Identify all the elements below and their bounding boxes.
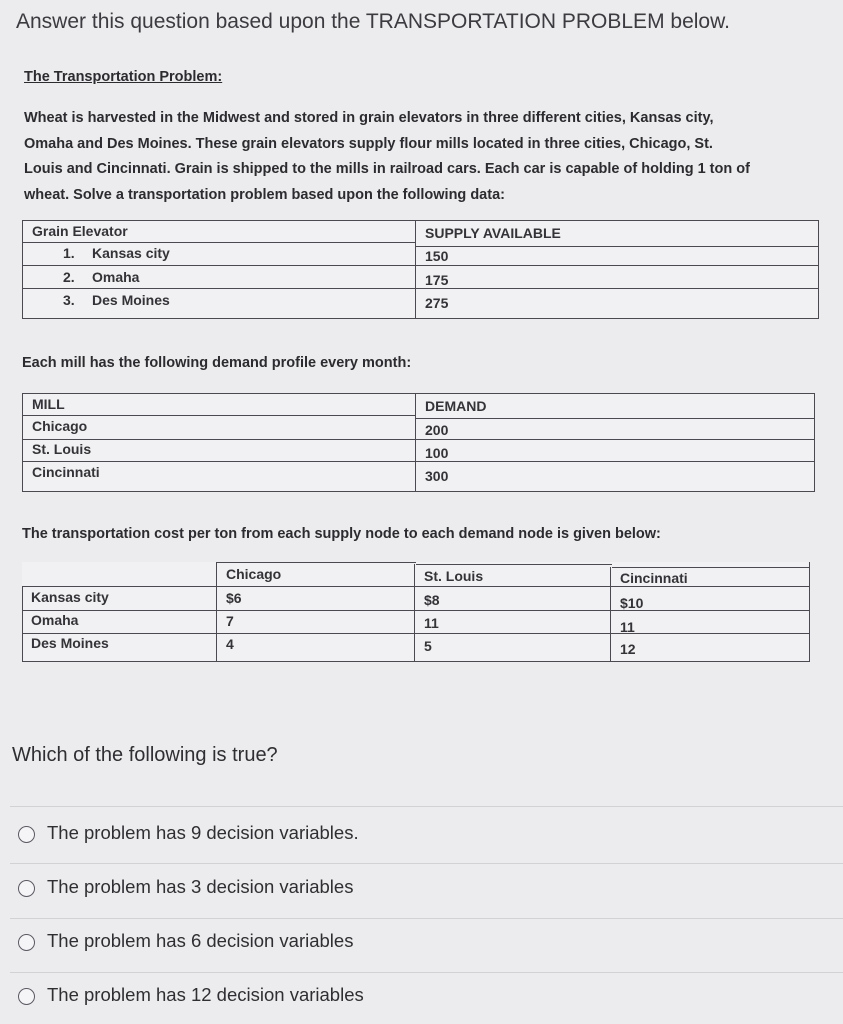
cost-cell: 7 (226, 613, 234, 629)
radio-button[interactable] (18, 880, 35, 897)
answer-option-6-variables[interactable] (18, 930, 798, 960)
radio-button[interactable] (18, 988, 35, 1005)
problem-heading: The Transportation Problem: (24, 69, 223, 85)
answer-option-12-variables[interactable] (18, 984, 798, 1014)
divider (10, 918, 843, 919)
cost-table (22, 562, 810, 662)
supply-row-name: Omaha (92, 269, 140, 285)
cost-col-header: Cincinnati (620, 570, 688, 586)
cost-intro: The transportation cost per ton from each supply node to each demand node is given below: (22, 526, 661, 542)
cost-row-name: Kansas city (31, 589, 109, 605)
question-prompt: Which of the following is true? (12, 744, 278, 766)
supply-row-name: Kansas city (92, 245, 170, 261)
radio-button[interactable] (18, 826, 35, 843)
problem-line: Wheat is harvested in the Midwest and stored in grain elevators in three different cities, Kansas city, (24, 110, 714, 126)
supply-col2-header: SUPPLY AVAILABLE (425, 225, 561, 241)
demand-row-value: 200 (425, 422, 449, 438)
radio-button[interactable] (18, 934, 35, 951)
cost-col-header: Chicago (226, 566, 282, 582)
option-label: The problem has 6 decision variables (47, 930, 354, 951)
divider (10, 863, 843, 864)
problem-line: Louis and Cincinnati. Grain is shipped to the mills in railroad cars. Each car is capable of holding 1 ton of (24, 161, 750, 177)
supply-row-value: 175 (425, 272, 449, 288)
problem-line: Omaha and Des Moines. These grain elevators supply flour mills located in three cities, Chicago, St. (24, 135, 713, 152)
cost-cell: 12 (620, 641, 636, 657)
demand-intro: Each mill has the following demand profile every month: (22, 355, 412, 371)
supply-col1-header: Grain Elevator (32, 223, 128, 239)
demand-col1-header: MILL (32, 396, 65, 412)
cost-cell: 5 (424, 638, 432, 654)
problem-line: wheat. Solve a transportation problem based upon the following data: (24, 186, 505, 203)
option-label: The problem has 3 decision variables (47, 876, 354, 897)
divider (10, 806, 843, 807)
supply-row-num: 3. (63, 292, 75, 308)
cost-row-name: Des Moines (31, 635, 109, 651)
supply-row-value: 150 (425, 248, 449, 264)
supply-row-value: 275 (425, 295, 449, 311)
supply-row-num: 1. (63, 245, 75, 261)
demand-table (22, 393, 815, 492)
problem-description (24, 106, 824, 208)
cost-cell: $10 (620, 595, 644, 611)
demand-row-name: Cincinnati (32, 464, 100, 480)
answer-option-3-variables[interactable] (18, 876, 798, 906)
cost-row-name: Omaha (31, 612, 79, 628)
cost-cell: 11 (424, 615, 439, 631)
supply-row-name: Des Moines (92, 292, 170, 308)
question-title: Answer this question based upon the TRANSPORTATION PROBLEM below. (16, 10, 730, 33)
demand-row-value: 100 (425, 445, 449, 461)
demand-row-name: St. Louis (32, 441, 92, 457)
divider (10, 972, 843, 973)
option-label: The problem has 9 decision variables. (47, 822, 359, 843)
demand-row-name: Chicago (32, 418, 88, 434)
supply-table (22, 220, 819, 319)
demand-col2-header: DEMAND (425, 398, 487, 414)
cost-cell: $6 (226, 590, 242, 606)
demand-row-value: 300 (425, 468, 449, 484)
supply-row-num: 2. (63, 269, 75, 285)
cost-col-header: St. Louis (424, 568, 484, 584)
cost-cell: $8 (424, 592, 440, 608)
answer-option-9-variables[interactable] (18, 822, 798, 852)
cost-cell: 4 (226, 636, 234, 652)
cost-cell: 11 (620, 619, 635, 635)
option-label: The problem has 12 decision variables (47, 984, 364, 1005)
